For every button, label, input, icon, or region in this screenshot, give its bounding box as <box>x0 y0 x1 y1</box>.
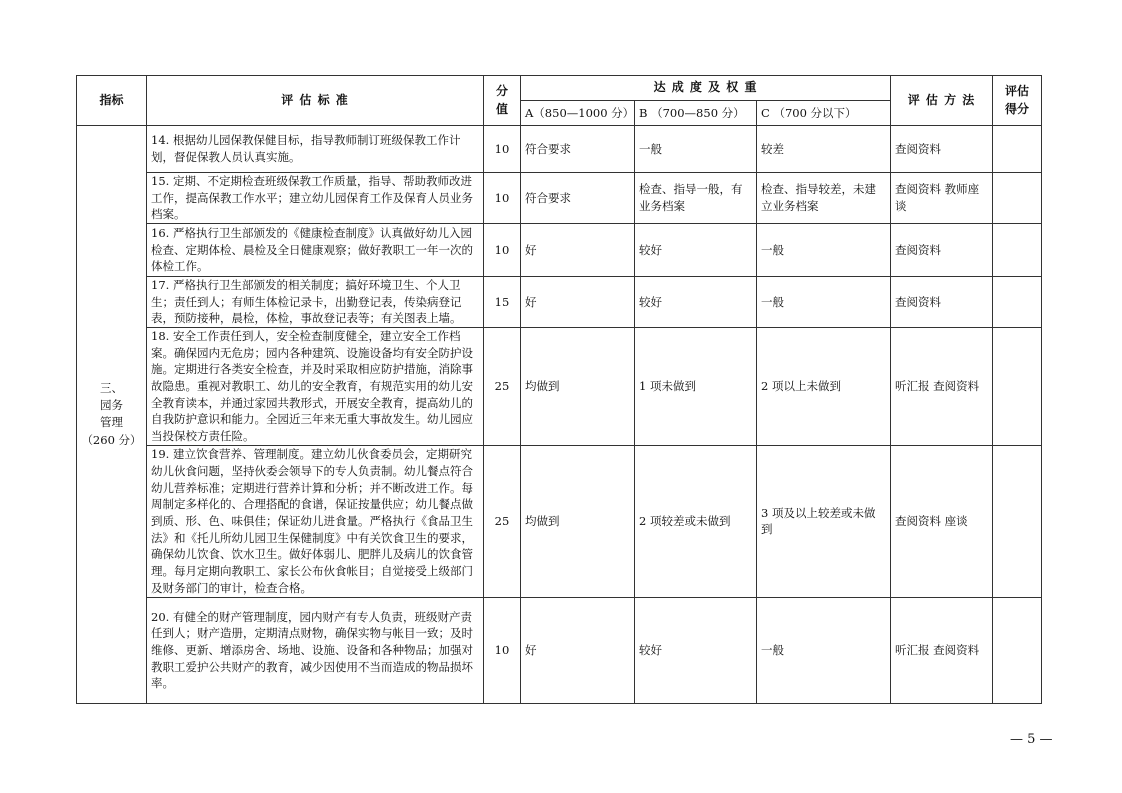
header-score-bottom: 值 <box>495 101 508 116</box>
score-cell: 25 <box>484 445 521 597</box>
header-indicator: 指标 <box>77 76 147 126</box>
table-row <box>77 173 1042 224</box>
header-grade-a: A（850—1000 分） <box>521 101 635 126</box>
standard-cell: 19. 建立饮食营养、管理制度。建立幼儿伙食委员会，定期研究幼儿伙食问题，坚持伙委会领导下的专人负责制。幼儿餐点符合幼儿营养标准；定期进行营养计算和分析；并不断改进工作。每周制定多样化的、合理搭配的食谱，保证按量供应；幼儿餐点做到质、形、色、味俱佳；保证幼儿进食量。严格执行《食品卫生法》和《托儿所幼儿园卫生保健制度》中有关饮食卫生的要求，确保幼儿饮食、饮水卫生。做好体弱儿、肥胖儿及病儿的饮食管理。每月定期向教职工、家长公布伙食帐目；自觉接受上级部门及财务部门的审计，检查合格。 <box>147 445 484 597</box>
header-score <box>484 76 521 126</box>
score-cell: 10 <box>484 173 521 224</box>
header-score-top: 分 <box>495 84 508 99</box>
grade-c-cell: 一般 <box>757 597 891 703</box>
category-line: 三、 <box>100 380 123 395</box>
grade-c-cell: 检查、指导较差，未建立业务档案 <box>757 173 891 224</box>
header-row <box>77 76 1042 101</box>
header-grade-b: B （700—850 分） <box>635 101 757 126</box>
method-cell: 查阅资料 教师座谈 <box>891 173 993 224</box>
grade-b-cell: 一般 <box>635 126 757 173</box>
grade-a-cell: 均做到 <box>521 445 635 597</box>
score-cell: 10 <box>484 597 521 703</box>
category-line: （260 分） <box>81 432 142 447</box>
eval-score-cell <box>993 597 1042 703</box>
eval-score-cell <box>993 328 1042 446</box>
header-eval <box>993 76 1042 126</box>
grade-b-cell: 较好 <box>635 224 757 277</box>
grade-a-cell: 好 <box>521 597 635 703</box>
grade-a-cell: 均做到 <box>521 328 635 446</box>
eval-score-cell <box>993 277 1042 328</box>
grade-b-cell: 较好 <box>635 277 757 328</box>
header-method: 评 估 方 法 <box>891 76 993 126</box>
header-grade-c: C （700 分以下） <box>757 101 891 126</box>
category-line: 管理 <box>100 415 123 430</box>
standard-cell: 16. 严格执行卫生部颁发的《健康检查制度》认真做好幼儿入园检查、定期体检、晨检及全日健康观察；做好教职工一年一次的体检工作。 <box>147 224 484 277</box>
grade-c-cell: 2 项以上未做到 <box>757 328 891 446</box>
eval-score-cell <box>993 173 1042 224</box>
grade-c-cell: 3 项及以上较差或未做到 <box>757 445 891 597</box>
method-cell: 查阅资料 座谈 <box>891 445 993 597</box>
score-cell: 10 <box>484 224 521 277</box>
table-row <box>77 224 1042 277</box>
eval-score-cell <box>993 126 1042 173</box>
evaluation-table <box>76 75 1042 704</box>
standard-cell: 20. 有健全的财产管理制度，园内财产有专人负责，班级财产责任到人；财产造册，定期清点财物，确保实物与帐目一致；及时维修、更新、增添房舍、场地、设施、设备和各种物品；加强对教职工爱护公共财产的教育，减少因使用不当而造成的物品损坏率。 <box>147 597 484 703</box>
standard-cell: 15. 定期、不定期检查班级保教工作质量，指导、帮助教师改进工作，提高保教工作水平；建立幼儿园保育工作及保育人员业务档案。 <box>147 173 484 224</box>
table-row <box>77 445 1042 597</box>
standard-cell: 18. 安全工作责任到人，安全检查制度健全，建立安全工作档案。确保园内无危房；园内各种建筑、设施设备均有安全防护设施。定期进行各类安全检查，并及时采取相应防护措施，消除事故隐患。重视对教职工、幼儿的安全教育，有规范实用的幼儿安全教育读本，并通过家园共教形式，开展安全教育，提高幼儿的自我防护意识和能力。全园近三年来无重大事故发生。幼儿园应当投保校方责任险。 <box>147 328 484 446</box>
standard-cell: 14. 根据幼儿园保教保健目标，指导教师制订班级保教工作计划，督促保教人员认真实施。 <box>147 126 484 173</box>
table-row <box>77 597 1042 703</box>
grade-a-cell: 符合要求 <box>521 173 635 224</box>
header-eval-top: 评估 <box>1005 84 1030 99</box>
method-cell: 查阅资料 <box>891 224 993 277</box>
grade-a-cell: 好 <box>521 277 635 328</box>
grade-c-cell: 一般 <box>757 224 891 277</box>
header-standard: 评 估 标 准 <box>147 76 484 126</box>
eval-score-cell <box>993 224 1042 277</box>
method-cell: 听汇报 查阅资料 <box>891 597 993 703</box>
grade-b-cell: 较好 <box>635 597 757 703</box>
method-cell: 查阅资料 <box>891 277 993 328</box>
grade-b-cell: 1 项未做到 <box>635 328 757 446</box>
grade-c-cell: 一般 <box>757 277 891 328</box>
table-row <box>77 126 1042 173</box>
grade-b-cell: 2 项较差或未做到 <box>635 445 757 597</box>
score-cell: 10 <box>484 126 521 173</box>
header-level-weight: 达 成 度 及 权 重 <box>521 76 891 101</box>
eval-score-cell <box>993 445 1042 597</box>
table-row <box>77 328 1042 446</box>
method-cell: 听汇报 查阅资料 <box>891 328 993 446</box>
category-line: 园务 <box>100 398 123 413</box>
table-row <box>77 277 1042 328</box>
score-cell: 25 <box>484 328 521 446</box>
grade-a-cell: 符合要求 <box>521 126 635 173</box>
page-number: — 5 — <box>1010 732 1053 747</box>
grade-c-cell: 较差 <box>757 126 891 173</box>
score-cell: 15 <box>484 277 521 328</box>
header-eval-bottom: 得分 <box>1005 101 1030 116</box>
grade-a-cell: 好 <box>521 224 635 277</box>
method-cell: 查阅资料 <box>891 126 993 173</box>
standard-cell: 17. 严格执行卫生部颁发的相关制度；搞好环境卫生、个人卫生；责任到人；有师生体检记录卡，出勤登记表，传染病登记表，预防接种，晨检，体检，事故登记表等；有关图表上墙。 <box>147 277 484 328</box>
category-cell <box>77 126 147 704</box>
grade-b-cell: 检查、指导一般，有业务档案 <box>635 173 757 224</box>
